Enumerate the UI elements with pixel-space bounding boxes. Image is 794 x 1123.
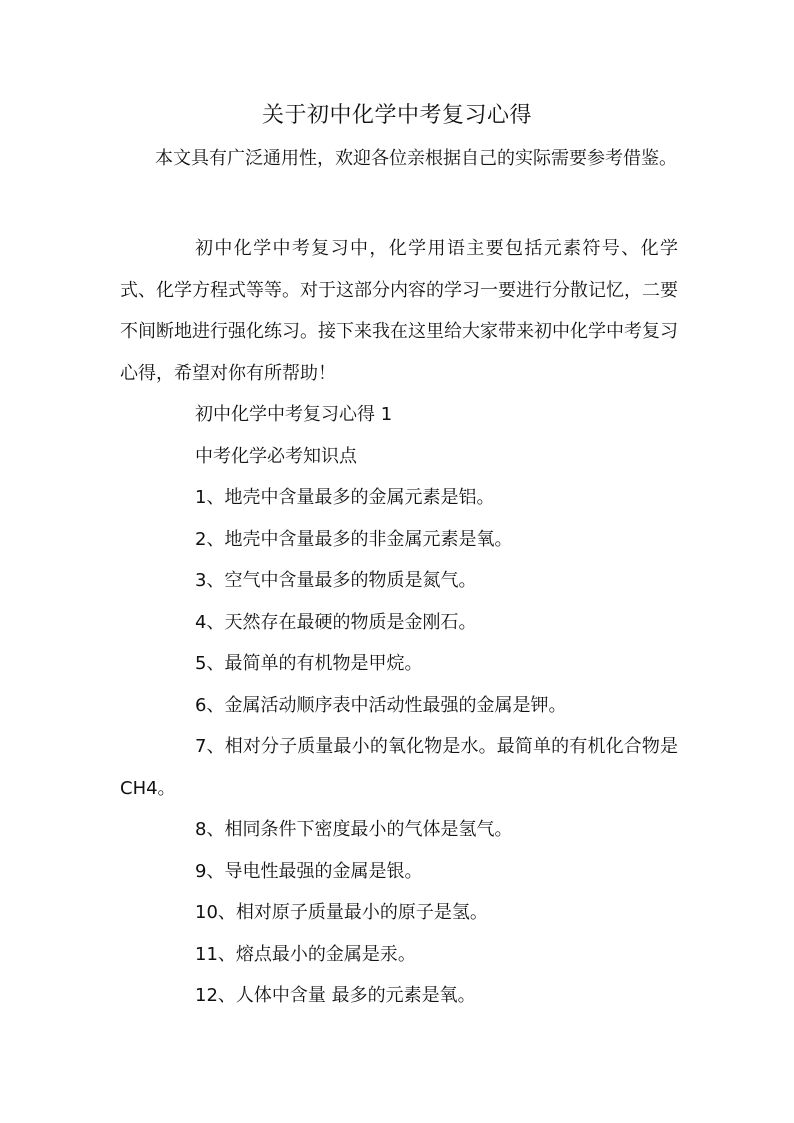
document-body: [120, 228, 678, 1017]
document-subtitle: 本文具有广泛通用性，欢迎各位亲根据自己的实际需要参考借鉴。: [155, 148, 677, 169]
list-item: 4、天然存在最硬的物质是金刚石。: [195, 611, 477, 633]
list-item: 12、人体中含量 最多的元素是氧。: [195, 985, 476, 1006]
list-heading: 中考化学必考知识点: [195, 445, 357, 467]
list-item: 9、导电性最强的金属是银。: [195, 860, 423, 882]
list-item: 6、金属活动顺序表中活动性最强的金属是钾。: [195, 694, 567, 716]
intro-paragraph: 初中化学中考复习中，化学用语主要包括元素符号、化学式、化学方程式等等。对于这部分内容的学习一要进行分散记忆，二要不间断地进行强化练习。接下来我在这里给大家带来初中化学中考复习心得，希望对你有所帮助！: [120, 238, 678, 384]
list-item: 2、地壳中含量最多的非金属元素是氧。: [195, 528, 513, 550]
list-item: 7、相对分子质量最小的氧化物是水。最简单的有机化合物是 CH4。: [120, 736, 678, 799]
list-item: 10、相对原子质量最小的原子是氢。: [195, 902, 488, 923]
list-item: 1、地壳中含量最多的金属元素是铝。: [195, 487, 495, 508]
document-title: 关于初中化学中考复习心得: [261, 103, 532, 128]
list-item: 5、最简单的有机物是甲烷。: [195, 653, 423, 674]
list-item: 3、空气中含量最多的物质是氮气。: [195, 570, 477, 591]
section-heading: 初中化学中考复习心得 1: [195, 404, 393, 425]
list-item: 11、熔点最小的金属是汞。: [195, 943, 416, 965]
list-item: 8、相同条件下密度最小的气体是氢气。: [195, 819, 513, 840]
